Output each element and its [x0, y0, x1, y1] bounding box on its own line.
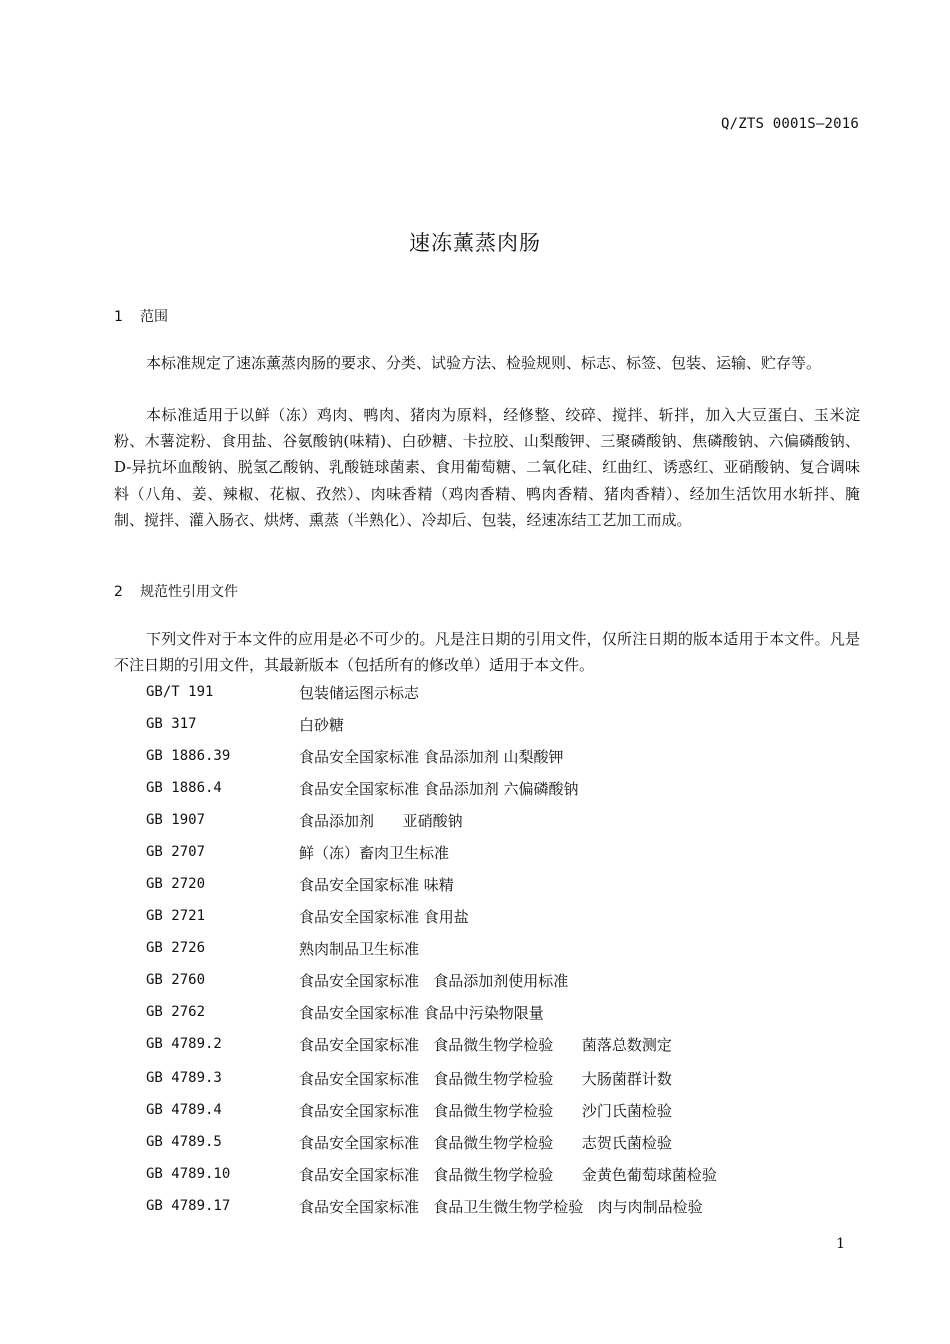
reference-code: GB 2720: [146, 876, 206, 892]
reference-item: [0, 969, 950, 995]
reference-item: [0, 873, 950, 899]
reference-item: [0, 841, 950, 867]
reference-item: [0, 1131, 950, 1157]
section-1-paragraph-1: 本标准规定了速冻薰蒸肉肠的要求、分类、试验方法、检验规则、标志、标签、包装、运输、贮存等。: [146, 354, 822, 372]
reference-code: GB 317: [146, 716, 197, 732]
reference-code: GB 4789.4: [146, 1102, 222, 1118]
reference-item: [0, 937, 950, 963]
reference-item: [0, 1195, 950, 1221]
reference-item: [0, 745, 950, 771]
reference-code: GB 4789.2: [146, 1036, 222, 1052]
reference-code: GB 2707: [146, 844, 206, 860]
page-number: 1: [836, 1236, 845, 1252]
reference-title: 食品安全国家标准 食品卫生微生物学检验 肉与肉制品检验: [299, 1198, 703, 1216]
reference-title: 食品添加剂 亚硝酸钠: [299, 812, 463, 830]
reference-code: GB 2721: [146, 908, 206, 924]
section-number: 1: [114, 309, 123, 325]
section-title: 规范性引用文件: [140, 584, 238, 600]
reference-code: GB 2760: [146, 972, 206, 988]
reference-title: 食品安全国家标准 食品添加剂 山梨酸钾: [299, 748, 564, 766]
reference-title: 食品安全国家标准 食品中污染物限量: [299, 1004, 544, 1022]
reference-item: [0, 1067, 950, 1093]
reference-item: [0, 1001, 950, 1027]
reference-title: 白砂糖: [299, 716, 345, 734]
reference-code: GB 2762: [146, 1004, 206, 1020]
section-2-paragraph-1: 下列文件对于本文件的应用是必不可少的。凡是注日期的引用文件，仅所注日期的版本适用于本文件。凡是不注日期的引用文件，其最新版本（包括所有的修改单）适用于本文件。: [114, 630, 860, 675]
reference-code: GB 1886.39: [146, 748, 231, 764]
reference-title: 食品安全国家标准 味精: [299, 876, 454, 894]
reference-title: 鲜（冻）畜肉卫生标准: [299, 844, 450, 862]
section-title: 范围: [140, 309, 168, 325]
reference-code: GB 4789.17: [146, 1198, 231, 1214]
section-number: 2: [114, 584, 123, 600]
document-title: 速冻薰蒸肉肠: [409, 231, 541, 255]
reference-item: [0, 1033, 950, 1059]
reference-title: 食品安全国家标准 食用盐: [299, 908, 469, 926]
reference-code: GB 1907: [146, 812, 206, 828]
reference-code: GB 4789.10: [146, 1166, 231, 1182]
section-1-heading: [114, 306, 168, 326]
reference-item: [0, 1099, 950, 1125]
section-2-heading: [114, 581, 238, 601]
reference-title: 包装储运图示标志: [299, 684, 420, 702]
reference-code: GB 2726: [146, 940, 206, 956]
reference-item: [0, 713, 950, 739]
reference-title: 熟肉制品卫生标准: [299, 940, 420, 958]
reference-title: 食品安全国家标准 食品微生物学检验 金黄色葡萄球菌检验: [299, 1166, 717, 1184]
reference-item: [0, 809, 950, 835]
reference-code: GB 4789.5: [146, 1134, 222, 1150]
reference-title: 食品安全国家标准 食品添加剂使用标准: [299, 972, 569, 990]
reference-title: 食品安全国家标准 食品微生物学检验 沙门氏菌检验: [299, 1102, 672, 1120]
reference-title: 食品安全国家标准 食品微生物学检验 菌落总数测定: [299, 1036, 672, 1054]
standard-code: Q/ZTS 0001S—2016: [720, 116, 859, 132]
reference-item: [0, 777, 950, 803]
reference-code: GB/T 191: [146, 684, 214, 700]
reference-title: 食品安全国家标准 食品微生物学检验 大肠菌群计数: [299, 1070, 672, 1088]
reference-title: 食品安全国家标准 食品微生物学检验 志贺氏菌检验: [299, 1134, 672, 1152]
reference-item: [0, 1163, 950, 1189]
reference-code: GB 1886.4: [146, 780, 222, 796]
reference-item: [0, 681, 950, 707]
reference-item: [0, 905, 950, 931]
reference-code: GB 4789.3: [146, 1070, 222, 1086]
section-1-paragraph-2: 本标准适用于以鲜（冻）鸡肉、鸭肉、猪肉为原料，经修整、绞碎、搅拌、斩拌，加入大豆蛋白、玉米淀粉、木薯淀粉、食用盐、谷氨酸钠(味精)、白砂糖、卡拉胶、山梨酸钾、三聚磷酸钠、焦磷酸钠、六偏磷酸钠、D-异抗坏血酸钠、脱氢乙酸钠、乳酸链球菌素、食用葡萄糖、二氧化硅、红曲红、诱惑红、亚硝酸钠、复合调味料（八角、姜、辣椒、花椒、孜然）、肉味香精（鸡肉香精、鸭肉香精、猪肉香精）、经加生活饮用水斩拌、腌制、搅拌、灌入肠衣、烘烤、熏蒸（半熟化）、冷却后、包装，经速冻结工艺加工而成。: [114, 406, 860, 529]
reference-title: 食品安全国家标准 食品添加剂 六偏磷酸钠: [299, 780, 579, 798]
